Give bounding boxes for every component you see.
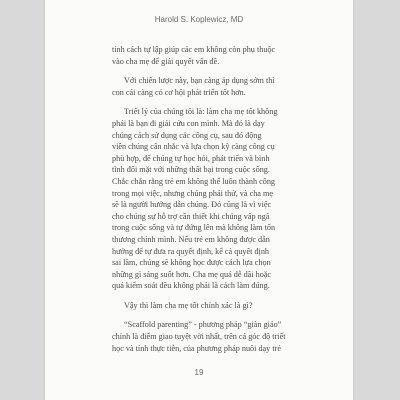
text-line: Triết lý của chúng tôi là: làm cha mẹ tốt không xyxy=(124,107,278,117)
text-line: sẽ là người hướng dẫn chúng. Đó cũng là vì việc xyxy=(112,200,272,210)
text-line: Vậy thì làm cha mẹ tốt chính xác là gì? xyxy=(124,300,253,310)
text-line: sai lầm, chúng sẽ không học được cách lựa chọn xyxy=(112,258,271,268)
running-header: Harold S. Koplewicz, MD xyxy=(154,15,244,24)
text-line: trong cuộc sống và tự đứng lên mà không làm tổn xyxy=(112,223,276,233)
text-line: chính là điểm giao tuyệt vời nhất, trên cả góc độ triết xyxy=(112,332,286,342)
text-line: chúng cách sử dụng các công cụ, sau đó động xyxy=(112,130,262,140)
text-line: Với chiến lược này, bạn càng áp dụng sớm thì xyxy=(124,76,275,86)
text-line: những gì sáng suốt hơn. Cha mẹ quá dễ dãi hoặc xyxy=(112,269,272,279)
text-line: vào cha mẹ để giải quyết vấn đề. xyxy=(112,56,220,66)
text-line: trong mọi việc, nhưng chúng phải thử, và cha mẹ xyxy=(112,188,273,198)
text-line: cho chúng sự hỗ trợ cần thiết khi chúng vấp ngã xyxy=(112,211,270,221)
text-line: tính cách tự lập giúp các em không còn phụ thuộc xyxy=(112,45,276,54)
text-line: Chắc chắn rằng trẻ em không thể luôn thành công xyxy=(112,176,276,186)
body-text xyxy=(112,44,352,354)
book-page xyxy=(45,0,353,400)
text-line: quá kiểm soát đều không phải là cách làm đúng. xyxy=(112,281,270,291)
text-line: phù hợp, để chúng tự học hỏi, phát triển và bình xyxy=(112,153,270,163)
text-line: hướng để tự đưa ra quyết định, kể cả quyết định xyxy=(112,246,270,256)
text-line: tĩnh đối mặt với những thất bại trong cuộc sống. xyxy=(112,165,270,175)
text-line: phải là bạn đi giải cứu con mình. Mà đó là dạy xyxy=(112,118,265,128)
text-line: con cái càng có cơ hội phát triển tốt hơn. xyxy=(112,87,246,97)
page-number: 19 xyxy=(194,368,204,377)
text-line: thương chính mình. Nếu trẻ em không được dẫn xyxy=(112,234,270,244)
text-line: viên chúng cân nhắc và lựa chọn kỹ càng công cụ xyxy=(112,142,275,152)
text-line: “Scaffold parenting” - phương pháp “giàn giáo” xyxy=(124,320,282,330)
text-line: học và tính thực tiễn, của phương pháp nuôi dạy trẻ xyxy=(112,343,281,353)
